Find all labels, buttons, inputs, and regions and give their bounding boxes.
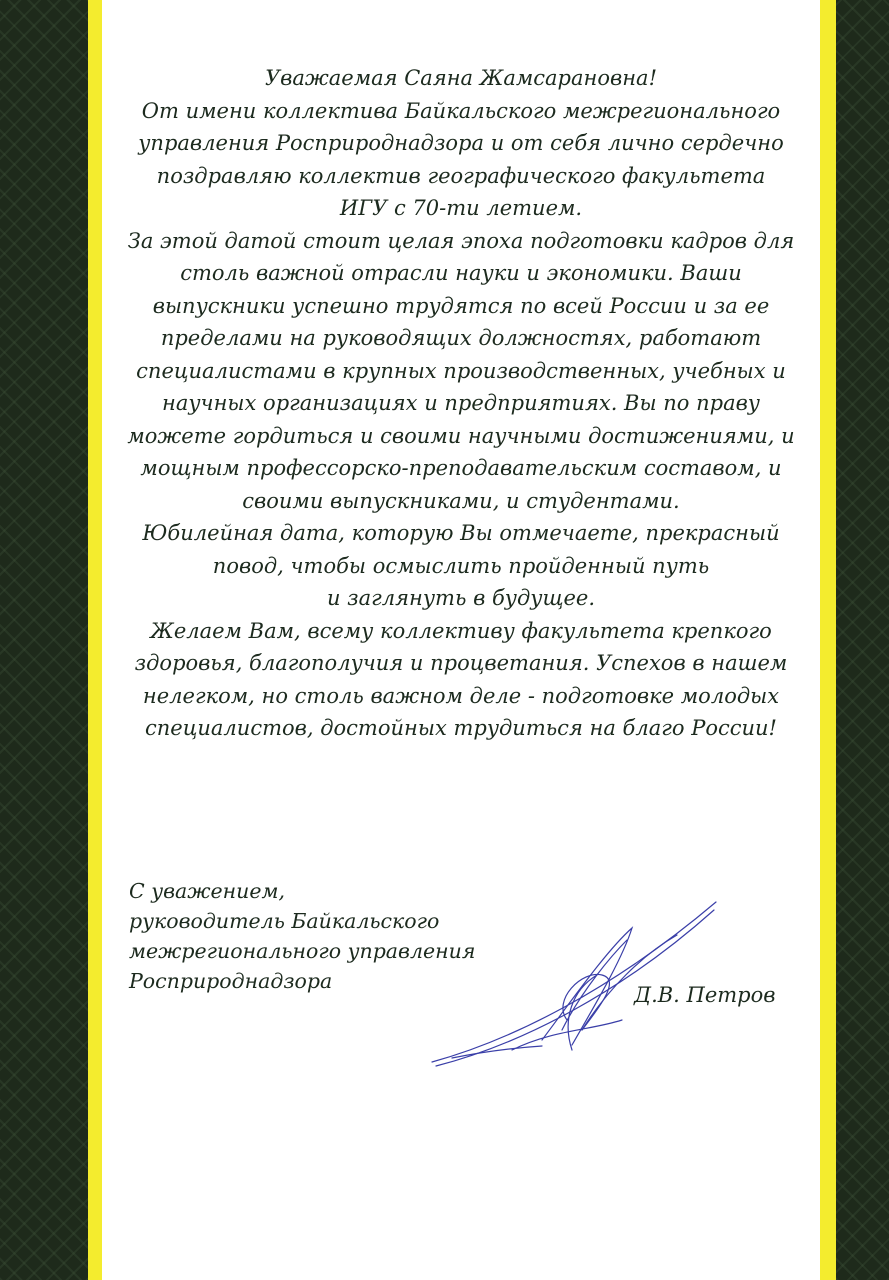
body-line: пределами на руководящих должностях, работают	[160, 326, 762, 350]
closing-line: Росприроднадзора	[129, 969, 333, 993]
body-line: научных организациях и предприятиях. Вы по праву	[162, 391, 760, 415]
body-line: От имени коллектива Байкальского межрегионального	[141, 98, 781, 123]
signer-name: Д.В. Петров	[634, 983, 776, 1007]
body-line: повод, чтобы осмыслить пройденный путь	[212, 553, 710, 578]
closing-line: С уважением,	[129, 879, 286, 903]
closing-line: руководитель Байкальского	[129, 909, 440, 933]
body-line: мощным профессорско-преподавательским составом, и	[140, 456, 782, 480]
body-line: нелегком, но столь важном деле - подготовке молодых	[142, 683, 780, 708]
decorative-border-right	[836, 0, 889, 1280]
body-line: ИГУ с 70-ти летием.	[339, 196, 583, 220]
yellow-stripe-left	[88, 0, 102, 1280]
decorative-border-left	[0, 0, 88, 1280]
body-line: поздравляю коллектив географического факультета	[156, 163, 766, 188]
body-line: управления Росприроднадзора и от себя лично сердечно	[138, 131, 784, 155]
closing-line: межрегионального управления	[129, 939, 476, 963]
body-line: выпускники успешно трудятся по всей России и за ее	[152, 293, 770, 318]
body-line: За этой датой стоит целая эпоха подготовки кадров для	[127, 228, 795, 253]
body-line: своими выпускниками, и студентами.	[242, 488, 680, 513]
handwritten-signature-icon	[422, 880, 722, 1080]
salutation: Уважаемая Саяна Жамсарановна!	[264, 66, 658, 90]
yellow-stripe-right	[820, 0, 836, 1280]
body-line: Юбилейная дата, которую Вы отмечаете, прекрасный	[142, 521, 780, 545]
letter-page	[102, 0, 820, 1280]
body-line: и заглянуть в будущее.	[326, 586, 596, 610]
body-line: столь важной отрасли науки и экономики. Ваши	[180, 261, 742, 285]
body-line: Желаем Вам, всему коллективу факультета крепкого	[150, 618, 772, 643]
letter-body	[102, 62, 820, 745]
body-line: специалистов, достойных трудиться на благо России!	[145, 716, 777, 740]
body-line: специалистами в крупных производственных, учебных и	[136, 358, 786, 383]
body-line: здоровья, благополучия и процветания. Успехов в нашем	[134, 651, 788, 675]
body-line: можете гордиться и своими научными достижениями, и	[127, 423, 795, 448]
